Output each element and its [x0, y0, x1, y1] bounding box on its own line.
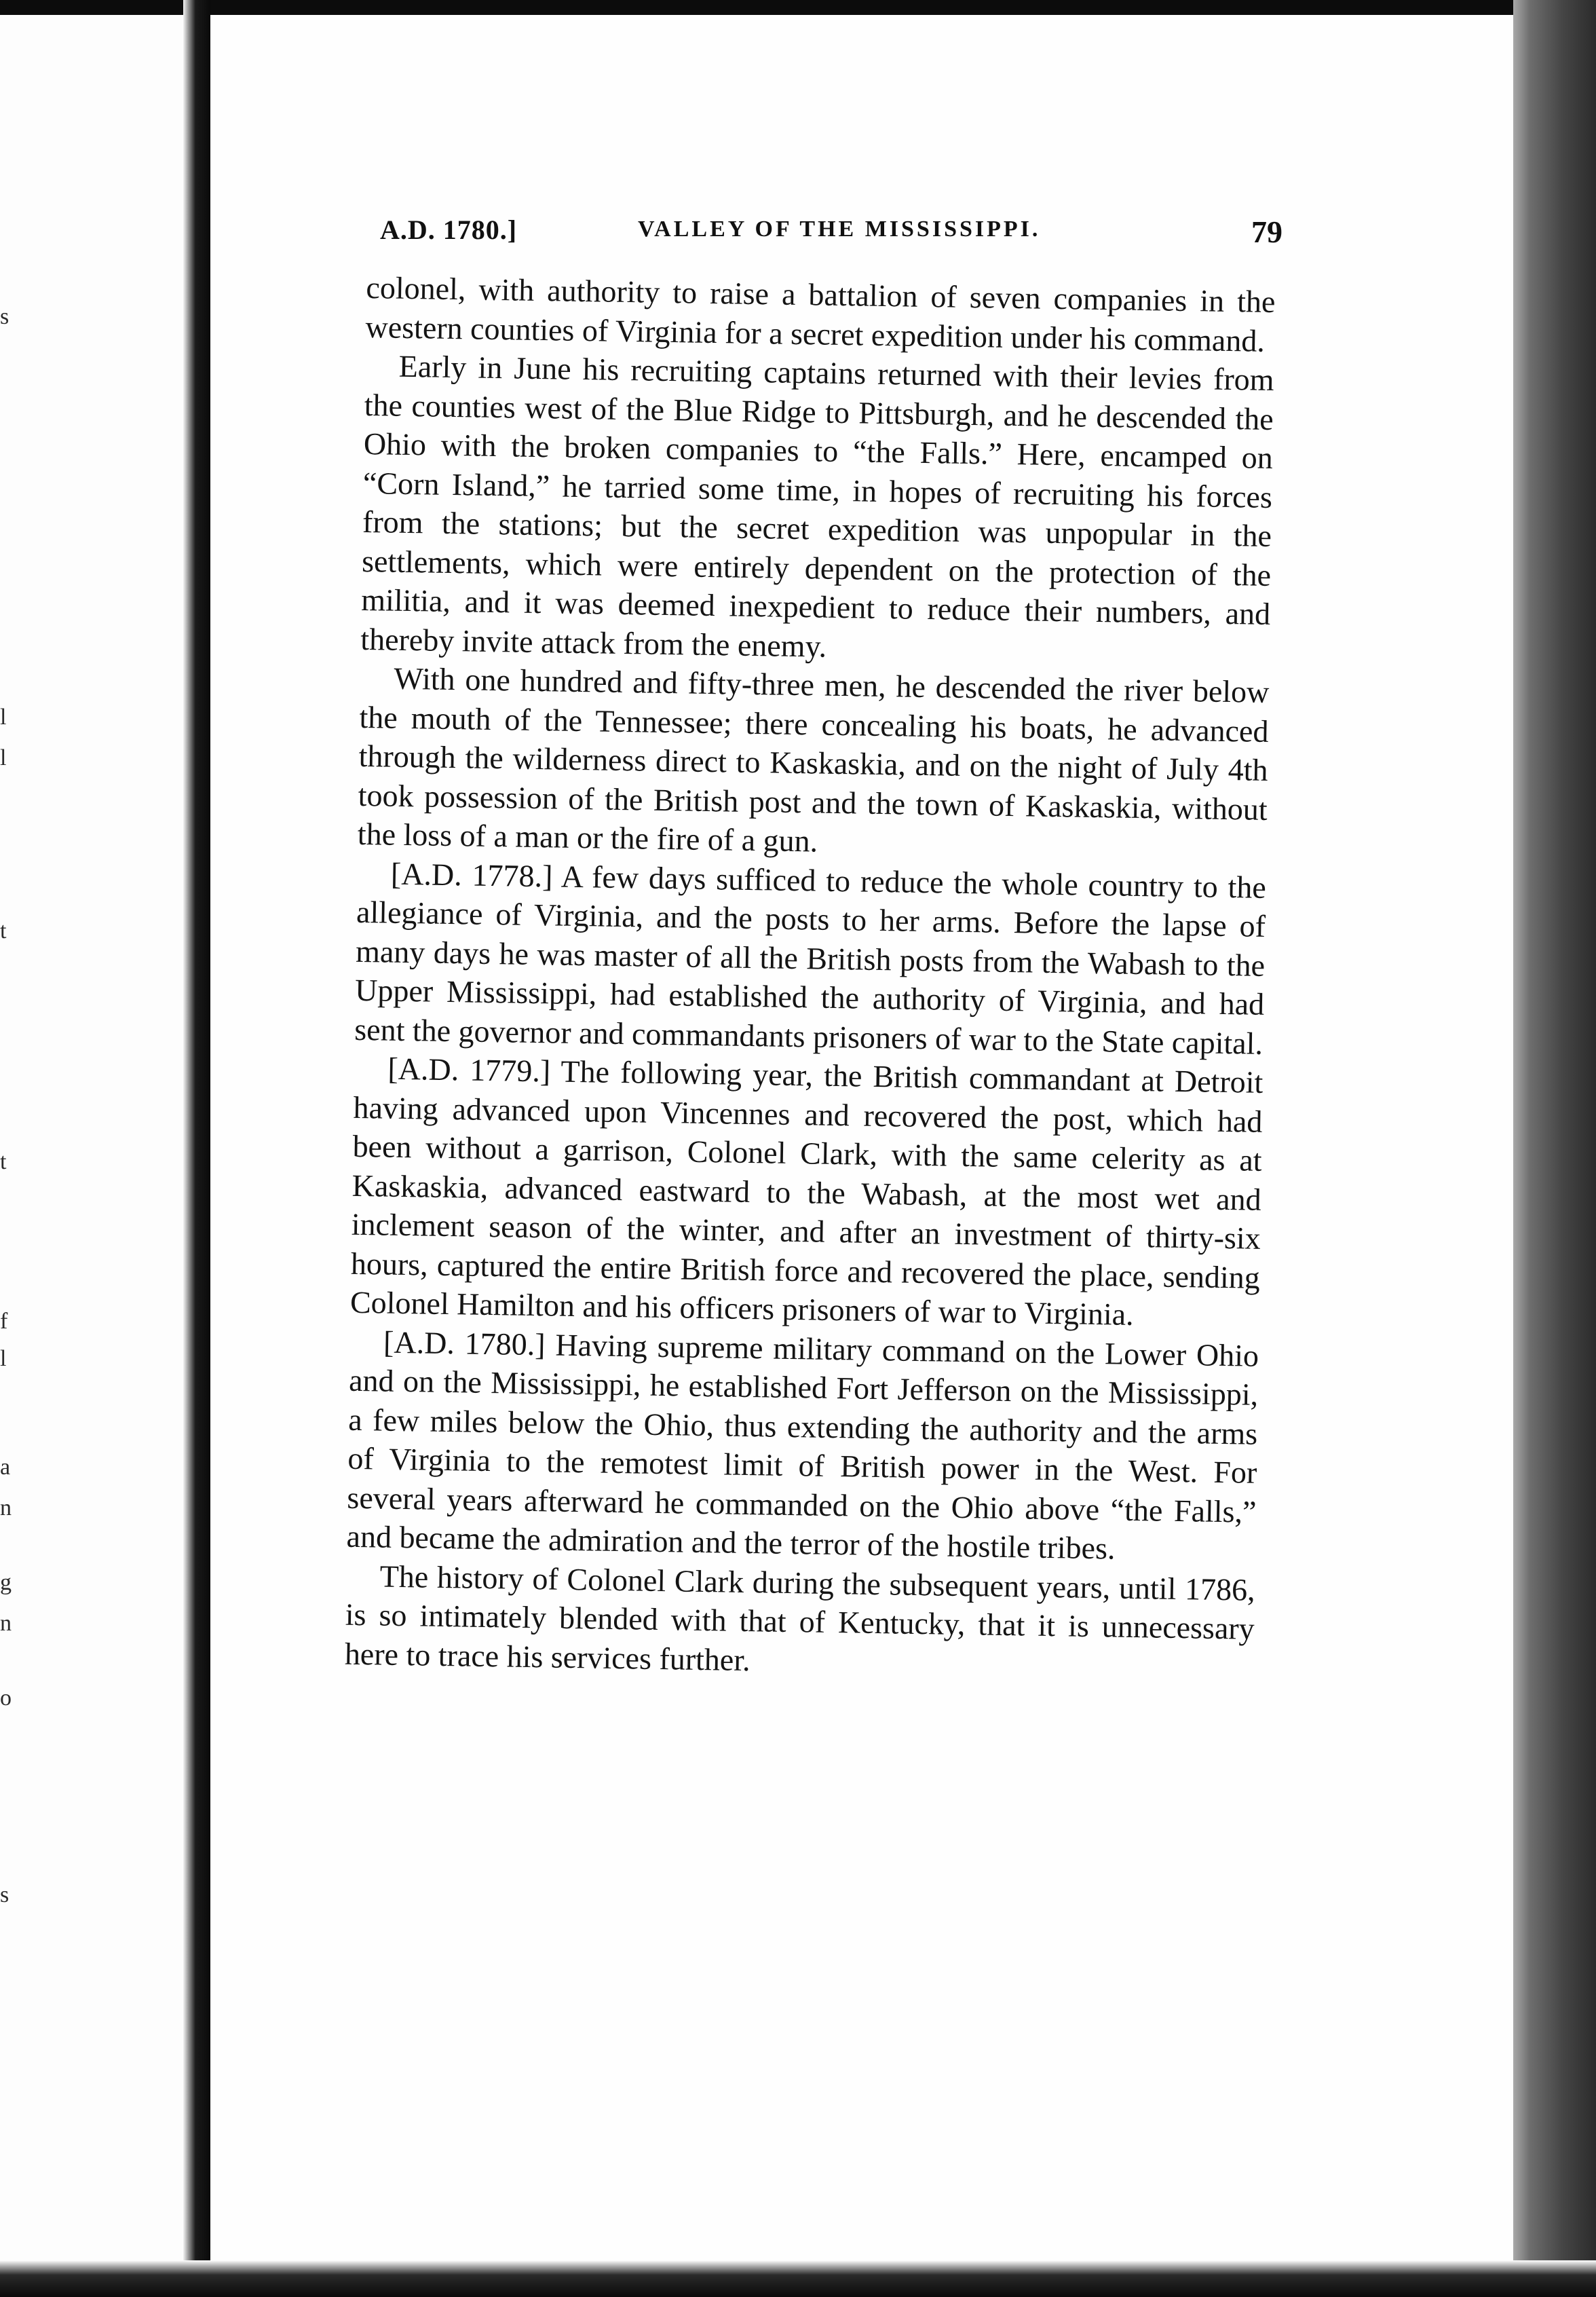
paragraph: [A.D. 1779.] The following year, the British commandant at Detroit having advanced upon Vincennes and recovered the post, which had been without a garrison, Colonel Clark, with the same celerity as at Kaskaskia, advanced eastward to the Wabash, at the most wet and inclement season of the winter, and after an investment of thirty-six hours, captured the entire British force and recovered the place, sending Colonel Hamilton and his officers prisoners of war to Virginia. — [349, 1051, 1264, 1332]
paragraph: The history of Colonel Clark during the subsequent years, until 1786, is so intimately blended with that of Kentucky, that it is unnecessary here to trace his services further. — [344, 1558, 1255, 1677]
top-border — [0, 0, 1596, 15]
running-head — [380, 207, 1303, 255]
fragment: t — [0, 918, 7, 944]
fragment: n — [0, 1495, 12, 1520]
fragment: a — [0, 1455, 11, 1480]
binding-gutter — [183, 0, 210, 2297]
fragment: s — [0, 1882, 10, 1907]
fragment: l — [0, 705, 7, 730]
fragment: f — [0, 1309, 8, 1334]
fragment: g — [0, 1570, 12, 1595]
bottom-border — [0, 2260, 1596, 2297]
fragment: n — [0, 1611, 12, 1636]
paragraph: colonel, with authority to raise a battalion of seven companies in the western counties of Virginia for a secret expedition under his command. — [365, 269, 1276, 358]
page-edge-shadow — [1513, 0, 1596, 2297]
fragment: l — [0, 1346, 7, 1371]
paragraph: Early in June his recruiting captains returned with their levies from the counties west of the Blue Ridge to Pittsburgh, and he descended the Ohio with the broken companies to “the Falls.” Here, encamped on “Corn Island,” he tarried some time, in hopes of recruiting his forces from the stations; but the secret expedition was unpopular in the settlements, which were entirely dependent on the protection of the militia, and it was deemed inexpedient to reduce their numbers, and thereby invite attack from the enemy. — [360, 348, 1274, 664]
running-head-title: VALLEY OF THE MISSISSIPPI. — [638, 217, 1041, 242]
facing-page-edge — [0, 15, 183, 2297]
paragraph: With one hundred and fifty-three men, he descended the river below the mouth of the Tennessee; there concealing his boats, he advanced through the wilderness direct to Kaskaskia, and on the night of July 4th took possession of the British post and the town of Kaskaskia, without the loss of a man or the fire of a gun. — [357, 660, 1270, 859]
fragment: l — [0, 745, 7, 770]
running-head-date: A.D. 1780.] — [380, 214, 518, 245]
page-number: 79 — [1251, 214, 1282, 249]
body-text — [344, 268, 1275, 1687]
fragment: t — [0, 1149, 7, 1174]
fragment: s — [0, 304, 10, 329]
paragraph: [A.D. 1780.] Having supreme military command on the Lower Ohio and on the Mississippi, he established Fort Jefferson on the Mississippi, a few miles below the Ohio, thus extending the authority and the arms of Virginia to the remotest limit of British power in the West. For several years afterward he commanded on the Ohio above “the Falls,” and became the admiration and the terror of the hostile tribes. — [346, 1324, 1259, 1566]
paragraph: [A.D. 1778.] A few days sufficed to reduce the whole country to the allegiance of Virginia, and the posts to her arms. Before the lapse of many days he was master of all the British posts from the Wabash to the Upper Mississippi, had established the authority of Virginia, and had sent the governor and commandants prisoners of war to the State capital. — [354, 856, 1267, 1061]
fragment: o — [0, 1685, 12, 1711]
